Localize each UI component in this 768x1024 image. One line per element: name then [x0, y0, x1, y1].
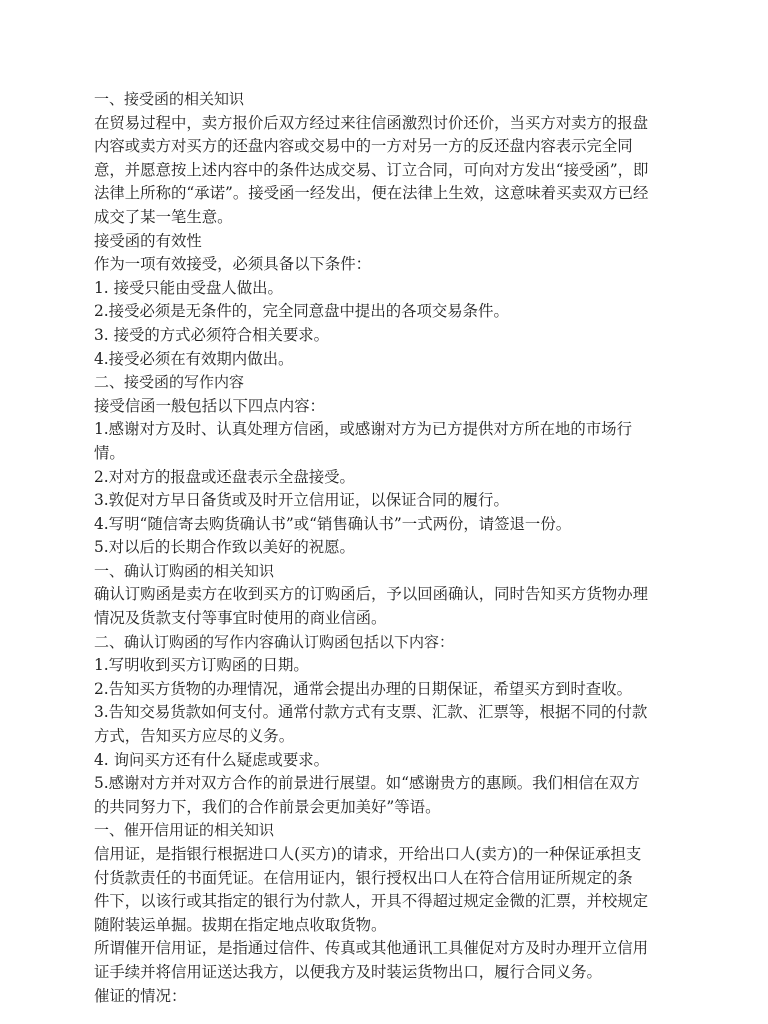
paragraph-line: 接受信函一般包括以下四点内容：	[94, 396, 325, 415]
paragraph-line: 意，并愿意按上述内容中的条件达成交易、订立合同，可向对方发出“接受函”，即	[94, 160, 649, 179]
list-item: 5.对以后的长期合作致以美好的祝愿。	[94, 538, 355, 557]
section-heading-acceptance-writing: 二、接受函的写作内容	[94, 373, 245, 392]
paragraph-line: 在贸易过程中，卖方报价后双方经过来往信函激烈讨价还价，当买方对卖方的报盘	[94, 113, 649, 132]
paragraph-line: 情况及货款支付等事宜时使用的商业信函。	[94, 609, 387, 628]
list-item: 4.写明“随信寄去购货确认书”或“销售确认书”一式两份，请签退一份。	[94, 514, 572, 533]
list-item: 1.感谢对方及时、认真处理方信函，或感谢对方为已方提供对方所在地的市场行	[94, 420, 632, 439]
list-item: 4.接受必须在有效期内做出。	[94, 349, 294, 368]
paragraph-line: 所谓催开信用证，是指通过信件、传真或其他通讯工具催促对方及时办理开立信用	[94, 939, 649, 958]
list-item-continued: 的共同努力下，我们的合作前景会更加美好”等语。	[94, 797, 441, 816]
subheading-urging-situations: 催证的情况：	[94, 986, 187, 1005]
subheading-validity: 接受函的有效性	[94, 231, 202, 250]
paragraph-line: 信用证，是指银行根据进口人(买方)的请求，开给出口人(卖方)的一种保证承担支	[94, 845, 642, 863]
list-item: 2.接受必须是无条件的，完全同意盘中提出的各项交易条件。	[94, 302, 509, 321]
section-heading-order-confirmation: 一、确认订购函的相关知识	[94, 561, 275, 580]
list-item-continued: 情。	[94, 443, 125, 462]
list-item: 2.告知买方货物的办理情况，通常会提出办理的日期保证，希望买方到时查收。	[94, 679, 632, 698]
paragraph-line: 法律上所称的“承诺”。接受函一经发出，便在法律上生效，这意味着买卖双方已经	[94, 184, 649, 203]
paragraph-line: 作为一项有效接受，必须具备以下条件：	[94, 255, 372, 274]
section-heading-letter-of-credit: 一、催开信用证的相关知识	[94, 821, 275, 840]
list-item: 2.对对方的报盘或还盘表示全盘接受。	[94, 467, 355, 486]
list-item: 1.写明收到买方订购函的日期。	[94, 656, 309, 675]
list-item: 3.告知交易货款如何支付。通常付款方式有支票、汇款、汇票等，根据不同的付款	[94, 703, 648, 722]
list-item-continued: 方式，告知买方应尽的义务。	[94, 727, 295, 746]
list-item: 5.感谢对方并对双方合作的前景进行展望。如“感谢贵方的惠顾。我们相信在双方	[94, 774, 640, 793]
paragraph-line: 随附装运单掘。拔期在指定地点收取货物。	[94, 915, 387, 934]
section-heading-acceptance-letter: 一、接受函的相关知识	[94, 90, 245, 108]
paragraph-line: 确认订购函是卖方在收到买方的订购函后，予以回函确认，同时告知买方货物办理	[94, 585, 649, 604]
list-item: 1. 接受只能由受盘人做出。	[94, 278, 283, 297]
paragraph-line: 内容或卖方对买方的还盘内容或交易中的一方对另一方的反还盘内容表示完全同	[94, 137, 633, 156]
paragraph-line: 付货款责任的书面凭证。在信用证内，银行授权出口人在符合信用证所规定的条	[94, 868, 633, 887]
list-item: 4. 询问买方还有什么疑虑或要求。	[94, 750, 330, 769]
list-item: 3. 接受的方式必须符合相关要求。	[94, 325, 330, 344]
paragraph-line: 成交了某一笔生意。	[94, 207, 233, 226]
paragraph-line: 证手续并将信用证送达我方，以便我方及时装运货物出口，履行合同义务。	[94, 962, 602, 981]
list-item: 3.敦促对方早日备货或及时开立信用证，以保证合同的履行。	[94, 491, 509, 510]
section-heading-order-confirmation-writing: 二、确认订购函的写作内容确认订购函包括以下内容：	[94, 632, 455, 651]
paragraph-line: 件下，以该行或其指定的银行为付款人，开具不得超过规定金微的汇票，并校规定	[94, 892, 649, 911]
